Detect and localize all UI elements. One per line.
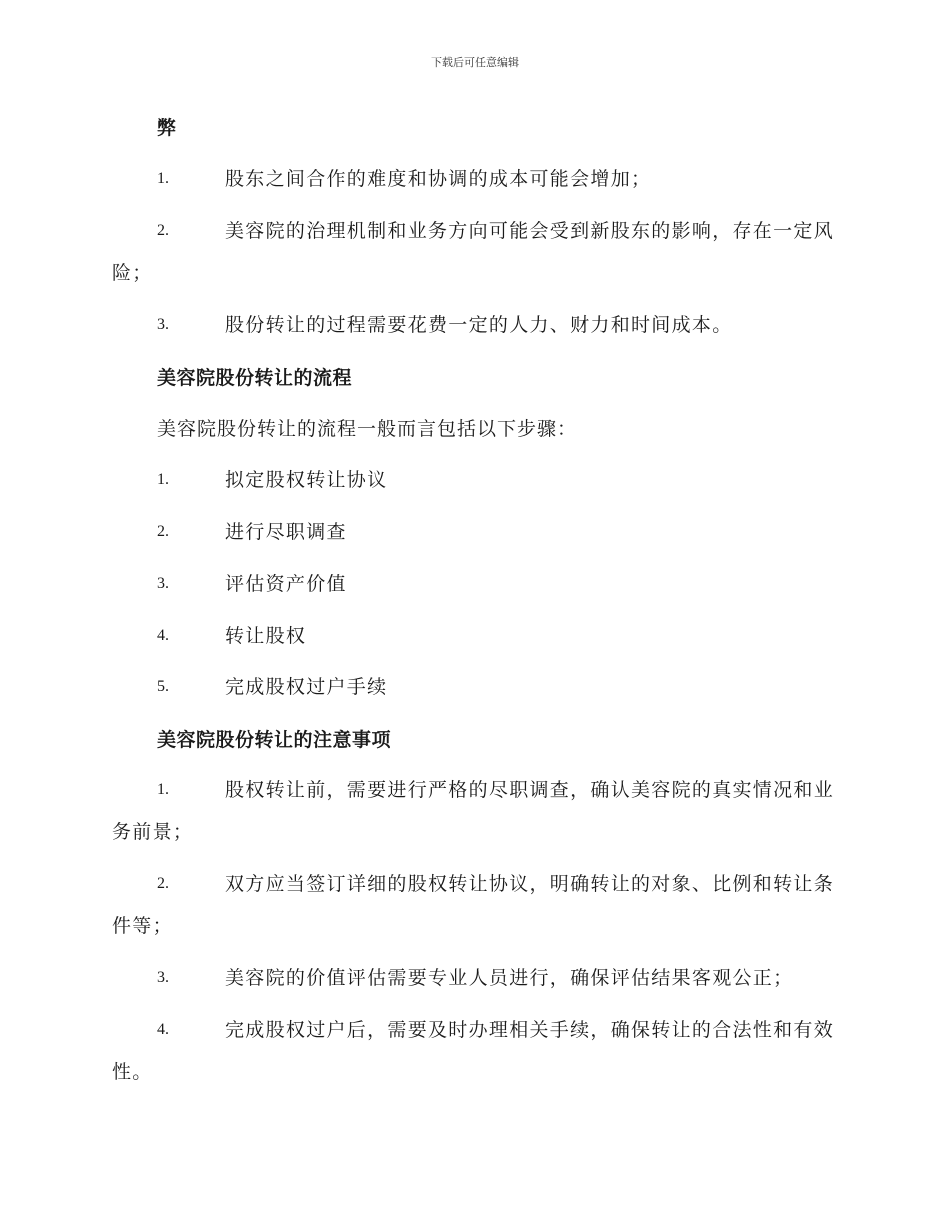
section-heading-notes: 美容院股份转让的注意事项 (157, 729, 392, 751)
list-item (112, 511, 837, 553)
list-item-number: 3. (157, 969, 169, 986)
list-item-number: 5. (157, 678, 169, 695)
list-item (112, 158, 837, 200)
list-item-text: 评估资产价值 (225, 573, 347, 595)
list-item (112, 1009, 837, 1093)
list-item-text: 股东之间合作的难度和协调的成本可能会增加； (225, 168, 652, 190)
page-header: 下载后可任意编辑 (431, 56, 519, 69)
list-item-text: 完成股权过户后，需要及时办理相关手续，确保转让的合法性和有效性。 (112, 1019, 835, 1083)
section-heading-process: 美容院股份转让的流程 (157, 367, 353, 389)
list-item-text: 股份转让的过程需要花费一定的人力、财力和时间成本。 (225, 314, 733, 336)
list-item-number: 4. (157, 627, 169, 644)
list-item-text: 美容院的治理机制和业务方向可能会受到新股东的影响，存在一定风险； (112, 220, 835, 284)
list-item-text: 拟定股权转让协议 (225, 469, 388, 491)
list-item-number: 1. (157, 471, 169, 488)
list-item-number: 2. (157, 523, 169, 540)
list-item-text: 股权转让前，需要进行严格的尽职调查，确认美容院的真实情况和业务前景； (112, 779, 835, 843)
list-item (112, 957, 837, 999)
list-item-number: 2. (157, 875, 169, 892)
list-item (112, 304, 837, 346)
list-item (112, 615, 837, 657)
section-heading-disadvantages: 弊 (157, 117, 177, 139)
list-item-text: 双方应当签订详细的股权转让协议，明确转让的对象、比例和转让条件等； (112, 873, 835, 937)
list-item-text: 进行尽职调查 (225, 521, 347, 543)
list-item (112, 563, 837, 605)
list-item-number: 1. (157, 170, 169, 187)
list-item-number: 3. (157, 316, 169, 333)
list-item (112, 459, 837, 501)
list-item-number: 4. (157, 1021, 169, 1038)
list-item-text: 美容院的价值评估需要专业人员进行，确保评估结果客观公正； (225, 967, 794, 989)
section-intro-process: 美容院股份转让的流程一般而言包括以下步骤： (157, 418, 578, 440)
list-item-text: 完成股权过户手续 (225, 676, 388, 698)
list-item (112, 210, 837, 294)
list-item (112, 666, 837, 708)
list-item-number: 2. (157, 222, 169, 239)
list-item-number: 1. (157, 781, 169, 798)
list-item-number: 3. (157, 575, 169, 592)
list-item (112, 769, 837, 853)
list-item-text: 转让股权 (225, 625, 307, 647)
list-item (112, 863, 837, 947)
